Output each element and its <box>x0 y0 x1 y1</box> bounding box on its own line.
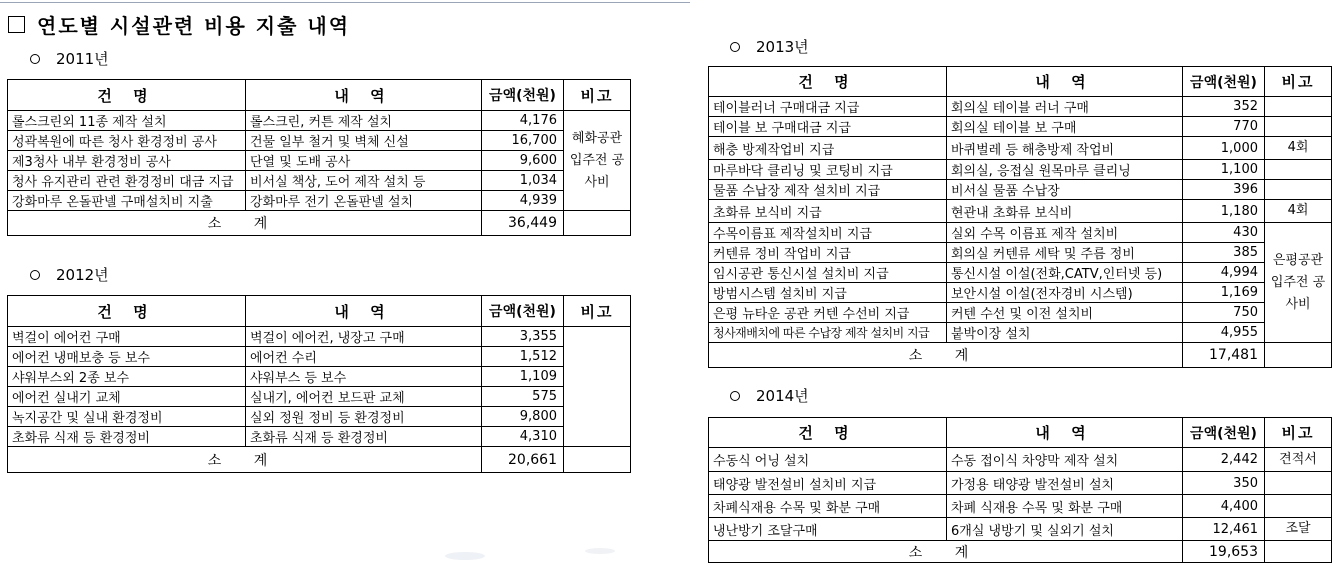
header-detail: 내 역 <box>246 296 482 327</box>
table-row <box>8 191 631 211</box>
row-amount: 1,034 <box>482 171 564 191</box>
row-amount: 385 <box>1183 243 1265 263</box>
row-detail: 건물 일부 철거 및 벽체 신설 <box>246 131 482 151</box>
row-amount: 4,310 <box>482 427 564 447</box>
expense-table-2013 <box>708 66 1332 368</box>
year-label: 2014년 <box>756 387 809 405</box>
row-name: 청사 유지관리 관련 환경정비 대금 지급 <box>8 171 246 191</box>
row-detail: 비서실 물품 수납장 <box>947 180 1183 200</box>
year-label: 2012년 <box>56 266 109 284</box>
row-name: 물품 수납장 제작 설치비 지급 <box>709 180 947 200</box>
table-row <box>709 448 1332 472</box>
row-name: 태양광 발전설비 설치비 지급 <box>709 472 947 495</box>
row-name: 제3청사 내부 환경정비 공사 <box>8 151 246 171</box>
subtotal-note <box>564 211 631 236</box>
row-amount: 4,955 <box>1183 323 1265 343</box>
subtotal-label: 소 계 <box>8 211 482 236</box>
expense-table-2011 <box>7 79 631 236</box>
row-amount: 9,600 <box>482 151 564 171</box>
row-name: 차폐식재용 수목 및 화분 구매 <box>709 495 947 518</box>
row-detail: 차폐 식재용 수목 및 화분 구매 <box>947 495 1183 518</box>
row-detail: 회의실 테이블 러너 구매 <box>947 97 1183 117</box>
subtotal-note <box>564 447 631 473</box>
header-detail: 내 역 <box>246 80 482 111</box>
row-detail: 샤워부스 등 보수 <box>246 367 482 387</box>
table-row <box>709 518 1332 541</box>
circle-bullet-icon <box>30 54 40 64</box>
table-row <box>709 117 1332 137</box>
header-name: 건 명 <box>8 296 246 327</box>
row-detail: 회의실 커텐류 세탁 및 주름 정비 <box>947 243 1183 263</box>
subtotal-label: 소 계 <box>8 447 482 473</box>
row-detail: 회의실 테이블 보 구매 <box>947 117 1183 137</box>
row-detail: 수동 접이식 차양막 제작 설치 <box>947 448 1183 472</box>
row-note-group: 은평공관 입주전 공사비 <box>1265 223 1332 343</box>
table-row <box>8 111 631 131</box>
table-row <box>709 263 1332 283</box>
row-amount: 352 <box>1183 97 1265 117</box>
row-note <box>1265 117 1332 137</box>
header-detail: 내 역 <box>947 67 1183 97</box>
table-row <box>8 151 631 171</box>
scan-smudge <box>585 548 615 554</box>
row-detail: 강화마루 전기 온돌판넬 설치 <box>246 191 482 211</box>
row-amount: 9,800 <box>482 407 564 427</box>
header-name: 건 명 <box>709 418 947 448</box>
header-amount: 금액(천원) <box>1183 418 1265 448</box>
row-amount: 12,461 <box>1183 518 1265 541</box>
scan-smudge <box>445 552 485 560</box>
table-row <box>709 137 1332 160</box>
row-amount: 4,400 <box>1183 495 1265 518</box>
row-detail: 6개실 냉방기 및 실외기 설치 <box>947 518 1183 541</box>
table-row <box>709 472 1332 495</box>
row-name: 녹지공간 및 실내 환경정비 <box>8 407 246 427</box>
table-row <box>709 223 1332 243</box>
circle-bullet-icon <box>30 270 40 280</box>
header-note: 비고 <box>564 296 631 327</box>
subtotal-label: 소 계 <box>709 541 1183 563</box>
row-amount: 1,000 <box>1183 137 1265 160</box>
expense-table-2012 <box>7 295 631 473</box>
row-detail: 커텐 수선 및 이전 설치비 <box>947 303 1183 323</box>
row-note <box>1265 180 1332 200</box>
row-amount: 3,355 <box>482 327 564 347</box>
row-name: 테이블러너 구매대금 지급 <box>709 97 947 117</box>
checkbox-square-icon <box>8 16 25 33</box>
row-note <box>1265 97 1332 117</box>
row-detail: 실내기, 에어컨 보드판 교체 <box>246 387 482 407</box>
row-detail: 붙박이장 설치 <box>947 323 1183 343</box>
table-row <box>709 495 1332 518</box>
row-amount: 350 <box>1183 472 1265 495</box>
row-name: 샤워부스외 2종 보수 <box>8 367 246 387</box>
row-note <box>1265 160 1332 180</box>
row-detail: 에어컨 수리 <box>246 347 482 367</box>
row-name: 수목이름표 제작설치비 지급 <box>709 223 947 243</box>
row-amount: 1,180 <box>1183 200 1265 223</box>
row-detail: 현관내 초화류 보식비 <box>947 200 1183 223</box>
row-name: 수동식 어닝 설치 <box>709 448 947 472</box>
row-name: 초화류 식재 등 환경정비 <box>8 427 246 447</box>
row-name: 냉난방기 조달구매 <box>709 518 947 541</box>
year-heading-2012 <box>30 264 109 285</box>
table-row <box>709 243 1332 263</box>
row-amount: 16,700 <box>482 131 564 151</box>
row-detail: 바퀴벌레 등 해충방제 작업비 <box>947 137 1183 160</box>
row-detail: 실외 정원 정비 등 환경정비 <box>246 407 482 427</box>
row-note: 4회 <box>1265 137 1332 160</box>
subtotal-amount: 19,653 <box>1183 541 1265 563</box>
row-note: 조달 <box>1265 518 1332 541</box>
page-title <box>8 10 350 39</box>
circle-bullet-icon <box>730 42 740 52</box>
row-amount: 396 <box>1183 180 1265 200</box>
row-amount: 1,512 <box>482 347 564 367</box>
table-row <box>8 347 631 367</box>
subtotal-amount: 20,661 <box>482 447 564 473</box>
subtotal-row <box>8 447 631 473</box>
table-row <box>8 387 631 407</box>
subtotal-note <box>1265 343 1332 368</box>
row-name: 성곽복원에 따른 청사 환경정비 공사 <box>8 131 246 151</box>
year-heading-2013 <box>730 36 809 57</box>
row-note: 4회 <box>1265 200 1332 223</box>
row-note <box>564 327 631 447</box>
header-name: 건 명 <box>709 67 947 97</box>
row-name: 테이블 보 구매대금 지급 <box>709 117 947 137</box>
row-name: 벽걸이 에어컨 구매 <box>8 327 246 347</box>
row-detail: 초화류 식재 등 환경정비 <box>246 427 482 447</box>
year-label: 2011년 <box>56 50 109 68</box>
row-detail: 통신시설 이설(전화,CATV,인터넷 등) <box>947 263 1183 283</box>
header-note: 비고 <box>1265 418 1332 448</box>
row-amount: 2,442 <box>1183 448 1265 472</box>
table-row <box>709 97 1332 117</box>
subtotal-amount: 36,449 <box>482 211 564 236</box>
table-row <box>8 367 631 387</box>
row-name: 에어컨 냉매보충 등 보수 <box>8 347 246 367</box>
row-name: 초화류 보식비 지급 <box>709 200 947 223</box>
expense-table-2014 <box>708 417 1332 563</box>
row-amount: 430 <box>1183 223 1265 243</box>
year-heading-2014 <box>730 385 809 406</box>
row-detail: 보안시설 이설(전자경비 시스템) <box>947 283 1183 303</box>
year-heading-2011 <box>30 48 109 69</box>
circle-bullet-icon <box>730 391 740 401</box>
header-note: 비고 <box>1265 67 1332 97</box>
table-row <box>709 160 1332 180</box>
header-amount: 금액(천원) <box>482 296 564 327</box>
row-amount: 1,169 <box>1183 283 1265 303</box>
row-note <box>1265 495 1332 518</box>
title-text: 연도별 시설관련 비용 지출 내역 <box>37 14 351 38</box>
row-amount: 575 <box>482 387 564 407</box>
row-amount: 1,100 <box>1183 160 1265 180</box>
row-name: 롤스크린외 11종 제작 설치 <box>8 111 246 131</box>
row-amount: 4,176 <box>482 111 564 131</box>
row-detail: 단열 및 도배 공사 <box>246 151 482 171</box>
subtotal-note <box>1265 541 1332 563</box>
subtotal-label: 소 계 <box>709 343 1183 368</box>
header-amount: 금액(천원) <box>482 80 564 111</box>
table-row <box>709 180 1332 200</box>
table-row <box>8 407 631 427</box>
row-amount: 1,109 <box>482 367 564 387</box>
table-row <box>709 200 1332 223</box>
row-note <box>1265 472 1332 495</box>
row-detail: 벽걸이 에어컨, 냉장고 구매 <box>246 327 482 347</box>
row-amount: 4,939 <box>482 191 564 211</box>
top-divider-line <box>0 2 690 3</box>
row-detail: 가정용 태양광 발전설비 설치 <box>947 472 1183 495</box>
row-name: 청사재배치에 따른 수납장 제작 설치비 지급 <box>709 323 947 343</box>
header-note: 비고 <box>564 80 631 111</box>
row-name: 임시공관 통신시설 설치비 지급 <box>709 263 947 283</box>
row-note: 혜화공관 입주전 공사비 <box>564 111 631 211</box>
table-row <box>709 323 1332 343</box>
table-row <box>709 303 1332 323</box>
row-name: 마루바닥 클리닝 및 코팅비 지급 <box>709 160 947 180</box>
subtotal-row <box>8 211 631 236</box>
row-name: 커텐류 정비 작업비 지급 <box>709 243 947 263</box>
row-note: 견적서 <box>1265 448 1332 472</box>
header-amount: 금액(천원) <box>1183 67 1265 97</box>
row-name: 해충 방제작업비 지급 <box>709 137 947 160</box>
row-amount: 770 <box>1183 117 1265 137</box>
row-detail: 회의실, 응접실 원목마루 클리닝 <box>947 160 1183 180</box>
row-amount: 4,994 <box>1183 263 1265 283</box>
row-amount: 750 <box>1183 303 1265 323</box>
row-detail: 실외 수목 이름표 제작 설치비 <box>947 223 1183 243</box>
subtotal-amount: 17,481 <box>1183 343 1265 368</box>
table-row <box>709 283 1332 303</box>
row-detail: 롤스크린, 커튼 제작 설치 <box>246 111 482 131</box>
row-detail: 비서실 책상, 도어 제작 설치 등 <box>246 171 482 191</box>
table-row <box>8 427 631 447</box>
row-name: 강화마루 온돌판넬 구매설치비 지출 <box>8 191 246 211</box>
year-label: 2013년 <box>756 38 809 56</box>
table-row <box>8 131 631 151</box>
header-detail: 내 역 <box>947 418 1183 448</box>
row-name: 에어컨 실내기 교체 <box>8 387 246 407</box>
subtotal-row <box>709 541 1332 563</box>
table-row <box>8 327 631 347</box>
row-name: 방범시스템 설치비 지급 <box>709 283 947 303</box>
row-name: 은평 뉴타운 공관 커텐 수선비 지급 <box>709 303 947 323</box>
header-name: 건 명 <box>8 80 246 111</box>
table-row <box>8 171 631 191</box>
subtotal-row <box>709 343 1332 368</box>
